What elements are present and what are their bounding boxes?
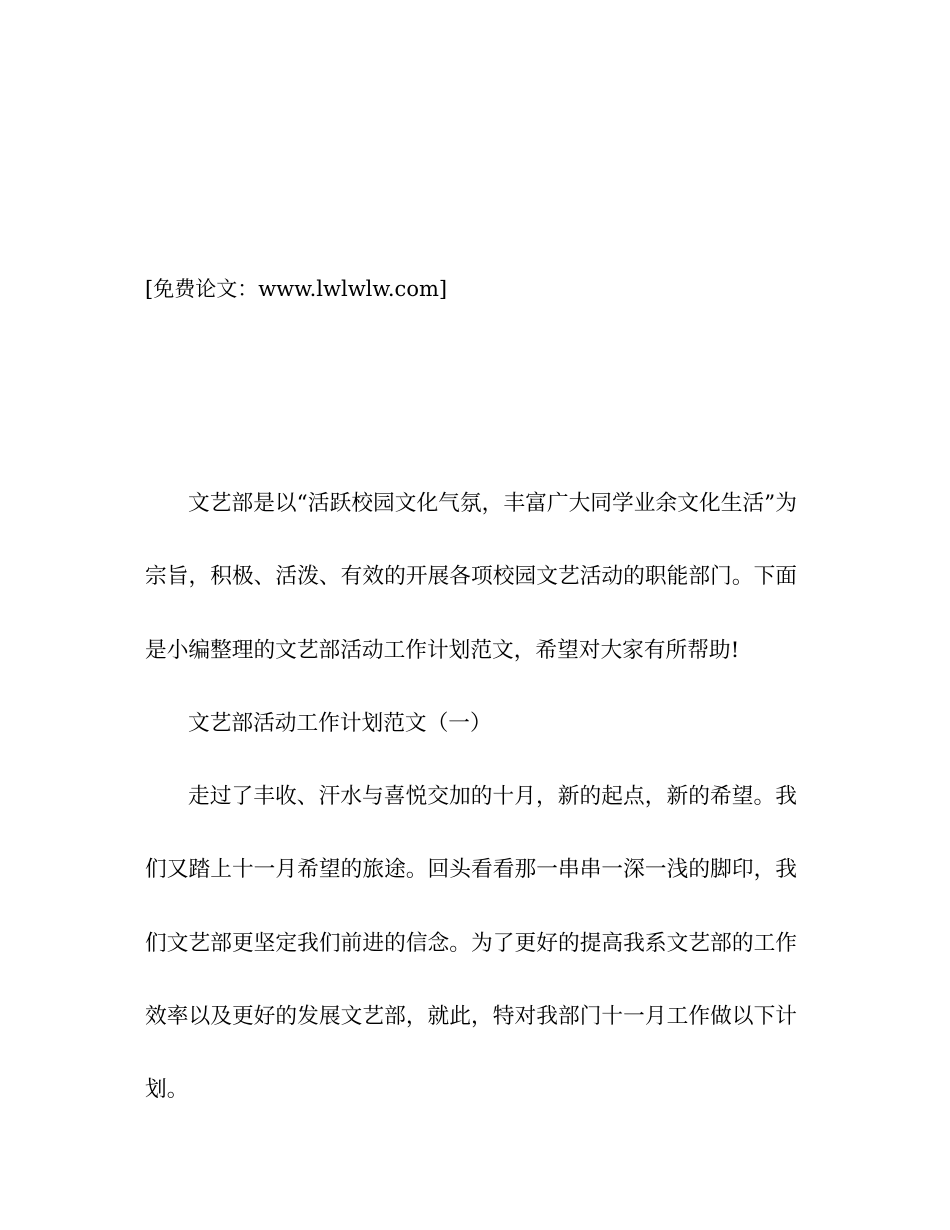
paragraph-line-1: 走过了丰收、汗水与喜悦交加的十月，新的起点，新的希望。我 <box>188 784 797 810</box>
intro-line-3: 是小编整理的文艺部活动工作计划范文，希望对大家有所帮助! <box>145 637 740 663</box>
body-text <box>145 486 797 1146</box>
intro-line-1: 文艺部是以“活跃校园文化气氛，丰富广大同学业余文化生活”为 <box>188 491 797 516</box>
paragraph-line-5: 划。 <box>145 1077 189 1103</box>
paragraph-line-4: 效率以及更好的发展文艺部，就此，特对我部门十一月工作做以下计 <box>145 1004 797 1030</box>
paragraph-line-3: 们文艺部更坚定我们前进的信念。为了更好的提高我系文艺部的工作 <box>145 930 797 956</box>
section-heading: 文艺部活动工作计划范文（一） <box>188 710 492 736</box>
paragraph-line-2: 们又踏上十一月希望的旅途。回头看看那一串串一深一浅的脚印，我 <box>145 857 797 883</box>
source-note: [免费论文：www.lwlwlw.com] <box>145 277 448 301</box>
intro-line-2: 宗旨，积极、活泼、有效的开展各项校园文艺活动的职能部门。下面 <box>145 564 797 590</box>
